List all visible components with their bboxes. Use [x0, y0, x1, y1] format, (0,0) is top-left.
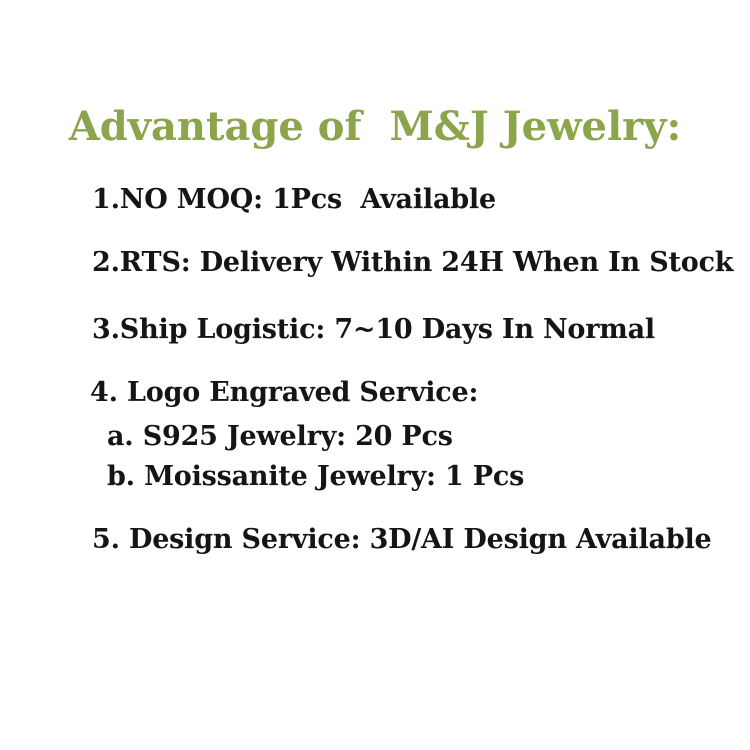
advantage-item-2: 2.RTS: Delivery Within 24H When In Stock — [92, 247, 734, 278]
advantage-item-1: 1.NO MOQ: 1Pcs Available — [92, 184, 496, 215]
advantage-item-3: 3.Ship Logistic: 7~10 Days In Normal — [92, 314, 655, 345]
advantage-item-5: 5. Design Service: 3D/AI Design Available — [92, 524, 712, 555]
advantage-item-4: 4. Logo Engraved Service: — [90, 377, 479, 408]
advantage-item-4-sub-a: a. S925 Jewelry: 20 Pcs — [107, 421, 453, 452]
advantage-item-4-sub-b: b. Moissanite Jewelry: 1 Pcs — [107, 461, 525, 492]
page-title: Advantage of M&J Jewelry: — [68, 102, 682, 150]
